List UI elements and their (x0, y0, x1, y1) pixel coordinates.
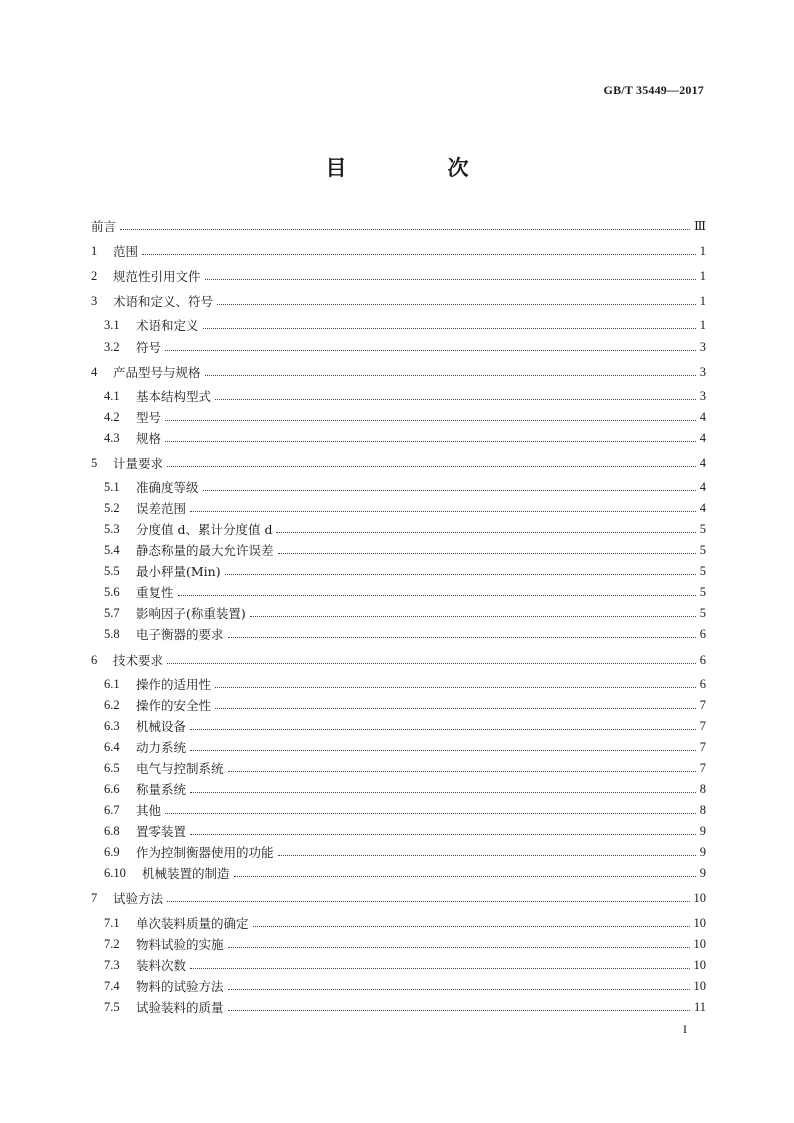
toc-entry-page: 10 (693, 936, 706, 951)
toc-entry-number: 4.3 (104, 430, 120, 445)
toc-entry[interactable] (91, 241, 706, 261)
toc-entry-label: 机械装置的制造 (142, 866, 230, 881)
dot-leader (165, 441, 696, 442)
toc-entry-label: 范围 (113, 244, 139, 259)
toc-entry[interactable] (91, 291, 706, 311)
toc-entry-page: 5 (699, 563, 706, 578)
dot-leader (190, 729, 696, 730)
toc-entry[interactable] (91, 561, 706, 581)
toc-entry-page: 3 (699, 339, 706, 354)
toc-entry-page: 7 (699, 697, 706, 712)
toc-entry-page: 1 (699, 293, 706, 308)
toc-entry-number: 6.7 (104, 802, 120, 817)
dot-leader (190, 968, 689, 969)
toc-entry[interactable] (91, 997, 706, 1017)
toc-entry[interactable] (91, 821, 706, 841)
dot-leader (253, 926, 690, 927)
toc-entry-number: 5.2 (104, 500, 120, 515)
toc-entry-label: 分度值 d、累计分度值 d (136, 522, 273, 537)
toc-entry-number: 5.3 (104, 521, 120, 536)
toc-entry-label: 产品型号与规格 (113, 365, 201, 380)
toc-entry-number: 2 (91, 268, 98, 283)
toc-entry-label: 规格 (136, 431, 162, 446)
toc-entry-number: 3.1 (104, 317, 120, 332)
toc-entry-page: 4 (699, 479, 706, 494)
dot-leader (276, 532, 695, 533)
toc-entry[interactable] (91, 955, 706, 975)
dot-leader (215, 708, 696, 709)
toc-entry-number: 7.4 (104, 978, 120, 993)
toc-entry-label: 单次装料质量的确定 (136, 916, 249, 931)
dot-leader (203, 328, 696, 329)
toc-entry-page: 10 (693, 978, 706, 993)
toc-entry-label: 基本结构型式 (136, 389, 212, 404)
toc-entry-number: 6.6 (104, 781, 120, 796)
toc-entry[interactable] (91, 650, 706, 670)
toc-entry-label: 准确度等级 (136, 480, 199, 495)
toc-entry-label: 物料试验的实施 (136, 937, 224, 952)
dot-leader (228, 771, 696, 772)
toc-entry[interactable] (91, 498, 706, 518)
toc-entry-number: 7.3 (104, 957, 120, 972)
toc-entry-page: 8 (699, 781, 706, 796)
toc-entry-page: 4 (699, 455, 706, 470)
toc-entry-label: 静态称量的最大允许误差 (136, 543, 274, 558)
toc-entry-number: 1 (91, 243, 98, 258)
dot-leader (190, 834, 696, 835)
toc-entry-page: 9 (699, 844, 706, 859)
toc-entry-number: 6.5 (104, 760, 120, 775)
dot-leader (190, 750, 696, 751)
toc-entry-page: 7 (699, 760, 706, 775)
toc-entry-number: 7 (91, 890, 98, 905)
dot-leader (228, 947, 690, 948)
toc-entry-page: 10 (693, 890, 706, 905)
dot-leader (234, 876, 696, 877)
toc-entry-number: 5.8 (104, 626, 120, 641)
dot-leader (228, 1010, 690, 1011)
toc-entry[interactable] (91, 779, 706, 799)
toc-entry[interactable] (91, 603, 706, 623)
toc-entry[interactable] (91, 337, 706, 357)
dot-leader (278, 855, 696, 856)
toc-entry-page: 6 (699, 676, 706, 691)
toc-entry-page: 10 (693, 957, 706, 972)
toc-entry[interactable] (91, 624, 706, 644)
dot-leader (228, 637, 696, 638)
toc-entry[interactable] (91, 888, 706, 908)
toc-entry-number: 5.4 (104, 542, 120, 557)
toc-entry-number: 7.1 (104, 915, 120, 930)
dot-leader (190, 792, 696, 793)
toc-entry-label: 试验方法 (113, 891, 164, 906)
toc-entry-label: 规范性引用文件 (113, 269, 201, 284)
page-title: 目 次 (325, 155, 509, 180)
toc-entry-label: 型号 (136, 410, 162, 425)
toc-entry[interactable] (91, 800, 706, 820)
toc-entry[interactable] (91, 976, 706, 996)
dot-leader (142, 254, 696, 255)
dot-leader (165, 350, 696, 351)
toc-entry[interactable] (91, 540, 706, 560)
toc-entry-page: 3 (699, 388, 706, 403)
toc-entry[interactable] (91, 934, 706, 954)
toc-entry-page: 9 (699, 865, 706, 880)
toc-entry-label: 重复性 (136, 585, 174, 600)
toc-entry[interactable] (91, 758, 706, 778)
dot-leader (120, 229, 690, 230)
toc-entry[interactable] (91, 913, 706, 933)
dot-leader (205, 279, 696, 280)
toc-entry-label: 误差范围 (136, 501, 187, 516)
toc-entry-label: 符号 (136, 340, 162, 355)
toc-entry[interactable] (91, 315, 706, 335)
toc-entry-number: 3.2 (104, 339, 120, 354)
toc-entry[interactable] (91, 519, 706, 539)
dot-leader (250, 616, 696, 617)
toc-entry-label: 物料的试验方法 (136, 979, 224, 994)
toc-entry-number: 7.5 (104, 999, 120, 1014)
standard-code: GB/T 35449—2017 (603, 83, 704, 97)
toc-entry-number: 6.8 (104, 823, 120, 838)
toc-entry-number: 6.2 (104, 697, 120, 712)
dot-leader (167, 466, 696, 467)
dot-leader (278, 553, 696, 554)
toc-entry[interactable] (91, 216, 706, 236)
toc-entry-number: 5.7 (104, 605, 120, 620)
toc-entry-page: 5 (699, 605, 706, 620)
dot-leader (217, 304, 696, 305)
toc-entry-label: 计量要求 (113, 456, 164, 471)
dot-leader (215, 399, 696, 400)
toc-entry[interactable] (91, 453, 706, 473)
toc-entry[interactable] (91, 428, 706, 448)
dot-leader (167, 663, 696, 664)
toc-entry-label: 操作的安全性 (136, 698, 212, 713)
toc-entry[interactable] (91, 716, 706, 736)
toc-entry-page: 9 (699, 823, 706, 838)
toc-entry-number: 5.5 (104, 563, 120, 578)
toc-entry[interactable] (91, 674, 706, 694)
dot-leader (165, 420, 696, 421)
toc-entry-page: 1 (699, 317, 706, 332)
toc-entry-page: 5 (699, 542, 706, 557)
toc-entry-label: 动力系统 (136, 740, 187, 755)
toc-entry-page: 11 (693, 999, 706, 1014)
toc-entry-number: 6.4 (104, 739, 120, 754)
toc-entry[interactable] (91, 582, 706, 602)
toc-entry-label: 机械设备 (136, 719, 187, 734)
toc-entry-number: 6 (91, 652, 98, 667)
toc-entry-label: 作为控制衡器使用的功能 (136, 845, 274, 860)
toc-entry[interactable] (91, 386, 706, 406)
dot-leader (167, 901, 689, 902)
toc-entry-label: 装料次数 (136, 958, 187, 973)
toc-entry[interactable] (91, 842, 706, 862)
toc-entry-number: 6.3 (104, 718, 120, 733)
toc-entry[interactable] (91, 863, 706, 883)
toc-entry[interactable] (91, 266, 706, 286)
toc-entry-label: 称量系统 (136, 782, 187, 797)
toc-entry-number: 5.6 (104, 584, 120, 599)
toc-entry-label: 影响因子(称重装置) (136, 606, 246, 621)
toc-entry[interactable] (91, 362, 706, 382)
toc-entry-page: 7 (699, 718, 706, 733)
toc-entry-number: 4.1 (104, 388, 120, 403)
toc-entry[interactable] (91, 477, 706, 497)
toc-entry-page: 5 (699, 521, 706, 536)
toc-entry-page: 10 (693, 915, 706, 930)
toc-entry-page: 6 (699, 626, 706, 641)
dot-leader (228, 989, 690, 990)
toc-entry-label: 前言 (91, 219, 117, 234)
toc-entry[interactable] (91, 737, 706, 757)
dot-leader (215, 687, 696, 688)
toc-entry-label: 技术要求 (113, 653, 164, 668)
toc-entry[interactable] (91, 407, 706, 427)
toc-entry-label: 其他 (136, 803, 162, 818)
toc-entry-number: 7.2 (104, 936, 120, 951)
toc-entry-page: 1 (699, 268, 706, 283)
toc-entry-page: 1 (699, 243, 706, 258)
toc-entry-number: 6.9 (104, 844, 120, 859)
toc-entry-number: 6.10 (104, 865, 126, 880)
toc-entry-page: 4 (699, 500, 706, 515)
toc-entry-page: 3 (699, 364, 706, 379)
dot-leader (225, 574, 696, 575)
toc-entry-page: 6 (699, 652, 706, 667)
toc-entry-label: 试验装料的质量 (136, 1000, 224, 1015)
toc-entry-number: 3 (91, 293, 98, 308)
toc-entry-page: 4 (699, 430, 706, 445)
dot-leader (203, 490, 696, 491)
toc-entry-label: 电气与控制系统 (136, 761, 224, 776)
toc-entry-label: 电子衡器的要求 (136, 627, 224, 642)
toc-entry-number: 5.1 (104, 479, 120, 494)
toc-entry-number: 4 (91, 364, 98, 379)
toc-entry-label: 术语和定义 (136, 318, 199, 333)
toc-entry-label: 术语和定义、符号 (113, 294, 214, 309)
dot-leader (205, 375, 696, 376)
dot-leader (165, 813, 696, 814)
toc-entry-label: 最小秤量(Min) (136, 564, 221, 579)
toc-entry-page: 4 (699, 409, 706, 424)
toc-entry-page: Ⅲ (693, 219, 706, 233)
toc-entry-page: 7 (699, 739, 706, 754)
toc-entry-page: 8 (699, 802, 706, 817)
toc-entry-number: 5 (91, 455, 98, 470)
toc-entry-page: 5 (699, 584, 706, 599)
toc-entry-label: 置零装置 (136, 824, 187, 839)
dot-leader (178, 595, 696, 596)
page-number: I (683, 1022, 687, 1036)
dot-leader (190, 511, 696, 512)
toc-entry-number: 4.2 (104, 409, 120, 424)
toc-entry[interactable] (91, 695, 706, 715)
toc-entry-number: 6.1 (104, 676, 120, 691)
toc-entry-label: 操作的适用性 (136, 677, 212, 692)
